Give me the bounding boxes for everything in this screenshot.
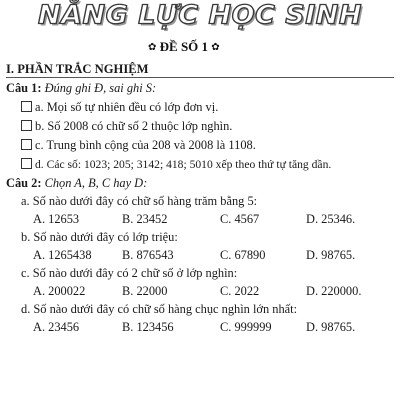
question-instruction: Đúng ghi Đ, sai ghi S:: [44, 81, 157, 95]
part-heading: I. PHẦN TRẮC NGHIỆM: [6, 62, 149, 76]
item-text: b. Số 2008 có chữ số 2 thuộc lớp nghìn.: [35, 119, 233, 133]
answer-checkbox[interactable]: [21, 120, 32, 131]
question-2: [6, 177, 147, 189]
flower-icon: ✿: [211, 42, 220, 53]
mc-option[interactable]: D. 25346.: [306, 212, 356, 226]
item-text: a. Mọi số tự nhiên đều có lớp đơn vị.: [35, 100, 219, 114]
question-1: [6, 82, 156, 94]
part-divider: [6, 77, 394, 78]
question-instruction: Chọn A, B, C hay D:: [44, 176, 148, 190]
question-label: Câu 2:: [6, 176, 42, 190]
question-label: Câu 1:: [6, 81, 42, 95]
mc-option[interactable]: B. 22000: [122, 284, 168, 298]
mc-option[interactable]: C. 999999: [220, 320, 272, 334]
mc-option[interactable]: B. 23452: [122, 212, 168, 226]
mc-option[interactable]: A. 1265438: [33, 248, 92, 262]
mc-option[interactable]: B. 876543: [122, 248, 174, 262]
mc-stem: c. Số nào dưới đây có 2 chữ số ở lớp nghìn:: [21, 266, 238, 280]
section-title-text: ĐỀ SỐ 1: [159, 39, 209, 54]
true-false-item: [21, 139, 256, 151]
mc-option[interactable]: C. 2022: [220, 284, 260, 298]
mc-option[interactable]: C. 67890: [220, 248, 266, 262]
answer-checkbox[interactable]: [21, 139, 32, 150]
flower-icon: ✿: [148, 42, 157, 53]
mc-option[interactable]: A. 12653: [33, 212, 80, 226]
true-false-item: [21, 101, 218, 113]
mc-option[interactable]: A. 23456: [33, 320, 80, 334]
mc-option[interactable]: A. 200022: [33, 284, 86, 298]
section-title: [148, 40, 220, 53]
answer-checkbox[interactable]: [21, 158, 32, 169]
mc-stem: d. Số nào dưới đây có chữ số hàng chục nghìn lớn nhất:: [21, 302, 298, 316]
mc-option[interactable]: C. 4567: [220, 212, 260, 226]
mc-stem: a. Số nào dưới đây có chữ số hàng trăm bằng 5:: [21, 194, 258, 208]
mc-option[interactable]: D. 220000.: [306, 284, 362, 298]
true-false-item: [21, 120, 232, 132]
mc-option[interactable]: D. 98765.: [306, 320, 356, 334]
answer-checkbox[interactable]: [21, 101, 32, 112]
true-false-item: [21, 158, 331, 171]
mc-option[interactable]: D. 98765.: [306, 248, 356, 262]
mc-stem: b. Số nào dưới đây có lớp triệu:: [21, 230, 178, 244]
banner-title: NĂNG LỰC HỌC SINH: [38, 0, 362, 31]
mc-option[interactable]: B. 123456: [122, 320, 174, 334]
banner: [0, 0, 400, 34]
item-text: c. Trung bình cộng của 208 và 2008 là 1108.: [35, 138, 256, 152]
item-text: d. Các số: 1023; 205; 3142; 418; 5010 xếp theo thứ tự tăng dần.: [35, 158, 332, 171]
